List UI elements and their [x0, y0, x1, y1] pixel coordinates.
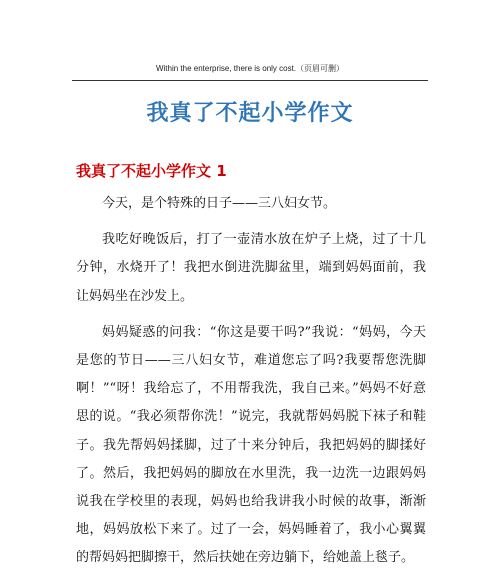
section-body: [76, 190, 426, 581]
paragraph: 今天，是个特殊的日子——三八妇女节。: [102, 196, 337, 211]
paragraph: 我吃好晚饭后，打了一壶清水放在炉子上烧，过了十几分钟，水烧开了！我把水倒进洗脚盆里，端到妈妈面前，我让妈妈坐在沙发上。: [76, 232, 426, 304]
document-title: 我真了不起小学作文: [146, 101, 354, 126]
page-header: Within the enterprise, there is only cost.（页眉可删）: [155, 64, 345, 73]
header-divider: [72, 80, 428, 81]
section-heading: 我真了不起小学作文 1: [76, 162, 227, 180]
paragraph: 妈妈疑惑的问我：“你这是要干吗?”我说：“妈妈，今天是您的节日——三八妇女节，难道您忘了吗?我要帮您洗脚啊！”“呀！我给忘了，不用帮我洗，我自己来。”妈妈不好意思的说。“我必须帮你洗！”说完，我就帮妈妈脱下袜子和鞋子。我先帮妈妈揉脚，过了十来分钟后，我把妈妈的脚揉好了。然后，我把妈妈的脚放在水里洗，我一边洗一边跟妈妈说我在学校里的表现，妈妈也给我讲我小时候的故事，渐渐地，妈妈放松下来了。过了一会，妈妈睡着了，我小心翼翼的帮妈妈把脚擦干，然后扶她在旁边躺下，给她盖上毯子。: [76, 324, 426, 566]
